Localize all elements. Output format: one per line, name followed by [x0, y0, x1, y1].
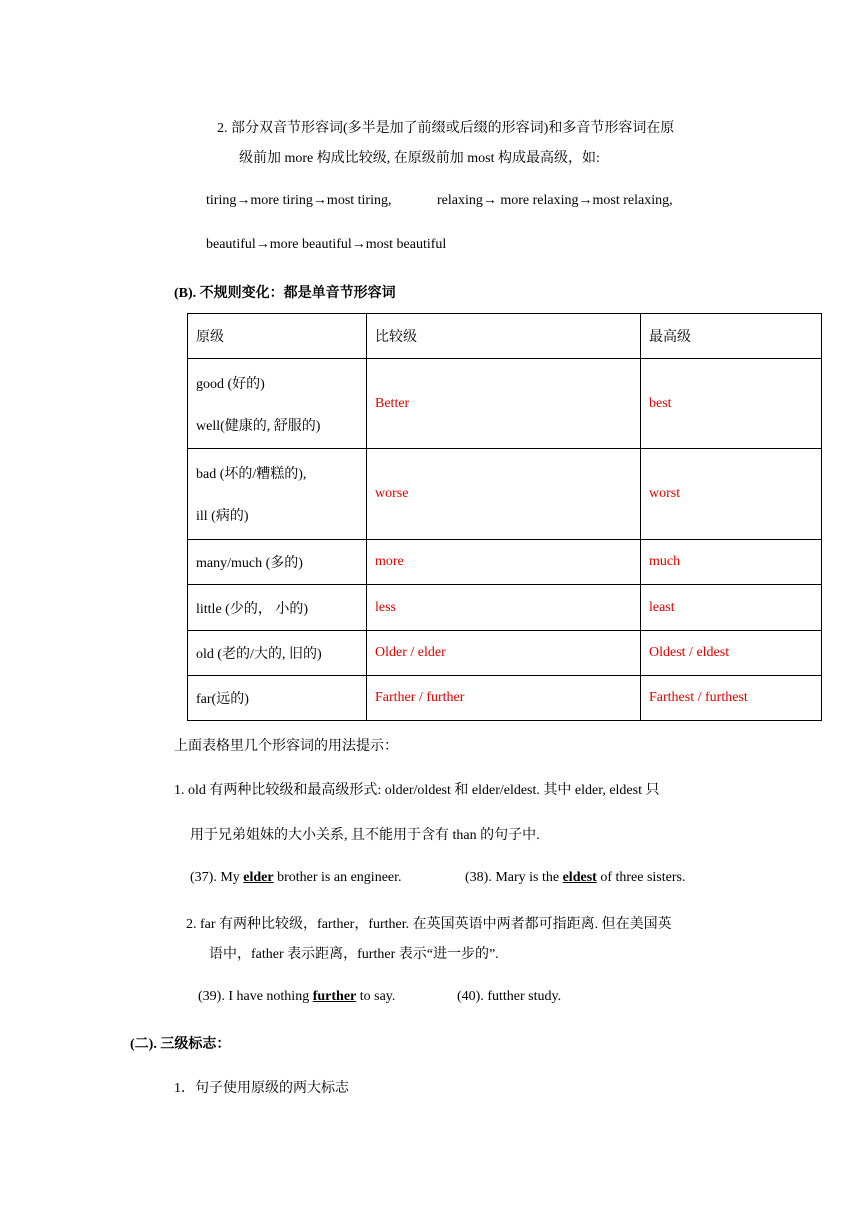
- table-header-row: [188, 314, 822, 359]
- comparative-cell: less: [367, 585, 641, 631]
- table-row: [188, 449, 822, 540]
- comparative-cell: Better: [367, 359, 641, 449]
- example-37-pre: (37). My: [190, 870, 244, 885]
- base-form-cell: old (老的/大的, 旧的): [188, 631, 367, 676]
- comparative-cell: more: [367, 540, 641, 585]
- rule-2-line-1: 2. 部分双音节形容词(多半是加了前缀或后缀的形容词)和多音节形容词在原: [217, 121, 675, 136]
- base-form: good (好的): [196, 376, 265, 392]
- irregular-adjective-table: [187, 313, 822, 721]
- rule-2-line-2: 级前加 more 构成比较级, 在原级前加 most 构成最高级，如:: [239, 151, 600, 166]
- example-38-keyword: eldest: [562, 870, 597, 885]
- base-form: bad (坏的/糟糕的),: [196, 467, 307, 482]
- table-row: [188, 585, 822, 631]
- header-comparative: 比较级: [367, 314, 641, 359]
- table-row: [188, 631, 822, 676]
- example-39-keyword: further: [312, 989, 357, 1004]
- notes-title: 上面表格里几个形容词的用法提示：: [174, 739, 398, 754]
- example-37-post: brother is an engineer.: [273, 870, 402, 885]
- section-b-heading: (B). 不规则变化：都是单音节形容词: [174, 286, 396, 301]
- example-38-pre: (38). Mary is the: [465, 870, 563, 885]
- comparative-cell: Older / elder: [367, 631, 641, 676]
- base-form-cell: [188, 449, 367, 540]
- base-form-alt: ill (病的): [196, 509, 249, 524]
- base-form-cell: far(远的): [188, 676, 367, 721]
- note-1-line-2: 用于兄弟姐妹的大小关系, 且不能用于含有 than 的句子中.: [190, 828, 540, 843]
- base-form-cell: [188, 359, 367, 449]
- superlative-cell: Farthest / furthest: [641, 676, 822, 721]
- superlative-cell: much: [641, 540, 822, 585]
- table-row: [188, 359, 822, 449]
- base-form-cell: many/much (多的): [188, 540, 367, 585]
- example-39-pre: (39). I have nothing: [198, 989, 313, 1004]
- header-base: 原级: [188, 314, 367, 359]
- table-row: [188, 540, 822, 585]
- example-tiring: tiring→more tiring→most tiring,: [206, 193, 392, 208]
- note-1-line-1: 1. old 有两种比较级和最高级形式: older/oldest 和 elder/eldest. 其中 elder, eldest 只: [174, 783, 660, 798]
- example-relaxing: relaxing→ more relaxing→most relaxing,: [437, 193, 673, 208]
- comparative-cell: worse: [367, 449, 641, 540]
- item-1: 1．句子使用原级的两大标志: [174, 1081, 349, 1096]
- header-superlative: 最高级: [641, 314, 822, 359]
- example-beautiful: beautiful→more beautiful→most beautiful: [206, 237, 447, 252]
- note-2-line-1: 2. far 有两种比较级，farther，further. 在英国英语中两者都可指距离. 但在美国英: [186, 917, 672, 932]
- example-38-post: of three sisters.: [596, 870, 686, 885]
- note-2-line-2: 语中，father 表示距离，further 表示“进一步的”.: [209, 947, 499, 962]
- example-38: [465, 870, 685, 886]
- base-form-cell: little (少的， 小的): [188, 585, 367, 631]
- example-39-post: to say.: [356, 989, 396, 1004]
- superlative-cell: Oldest / eldest: [641, 631, 822, 676]
- base-form-alt: well(健康的, 舒服的): [196, 418, 321, 434]
- table-row: [188, 676, 822, 721]
- superlative-cell: least: [641, 585, 822, 631]
- example-39: [198, 989, 395, 1005]
- example-37: [190, 870, 402, 886]
- comparative-cell: Farther / further: [367, 676, 641, 721]
- example-40: (40). futther study.: [457, 989, 562, 1004]
- superlative-cell: worst: [641, 449, 822, 540]
- example-37-keyword: elder: [243, 870, 274, 885]
- section-2-heading: (二). 三级标志：: [130, 1037, 231, 1052]
- superlative-cell: best: [641, 359, 822, 449]
